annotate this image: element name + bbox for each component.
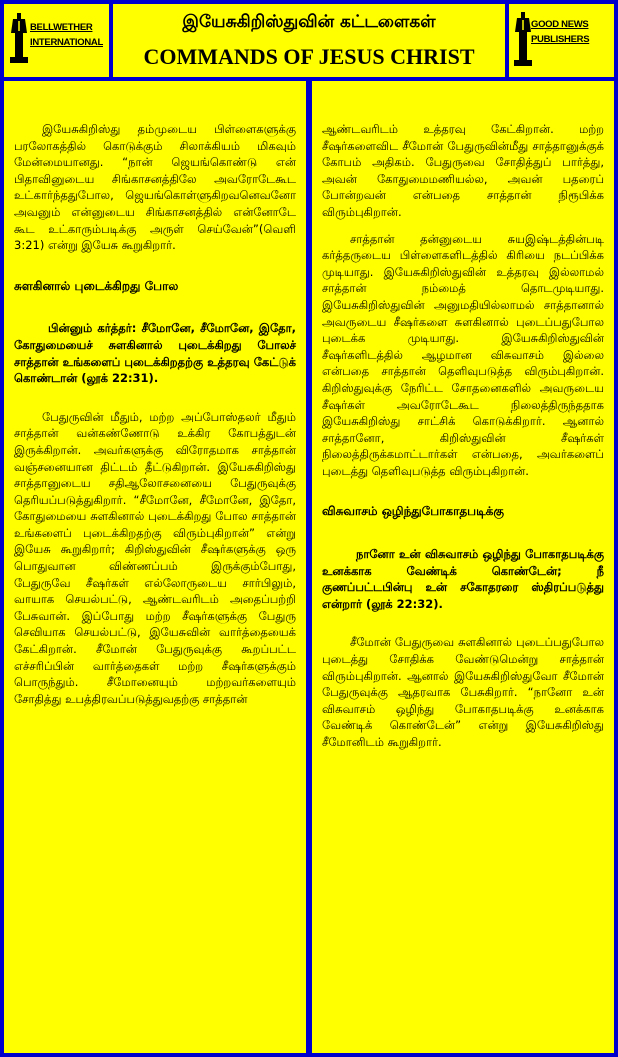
- lamp-icon: [514, 12, 532, 68]
- page-title-english: COMMANDS OF JESUS CHRIST: [143, 44, 475, 69]
- logo-left-text: [30, 20, 103, 50]
- left-scripture-quote: பின்னும் கர்த்தர்: சீமோனே, சீமோனே, இதோ, கோதுமையைச் சுளகினால் புடைக்கிறது போலச் சாத்தான் உங்களைப் புடைக்கிறதற்கு உத்தரவு கேட்டுக் கொண்டான் (லூக் 22:31).: [14, 321, 296, 386]
- right-paragraph-1: ஆண்டவரிடம் உத்தரவு கேட்கிறான். மற்ற சீஷர்களைவிட சீமோன் பேதுருவின்மீது சாத்தானுக்குக் கோபம் அதிகம். பேதுருவை சோதித்துப் பார்த்து, அவன் கோதுமைமணியல்ல, அவன் பதரைப் போன்றவன் என்பதை சாத்தான் நிரூபிக்க விரும்புகிறான்.: [322, 122, 604, 219]
- right-scripture-quote: நானோ உன் விசுவாசம் ஒழிந்து போகாதபடிக்கு உனக்காக வேண்டிக் கொண்டேன்; நீ குணப்பட்டபின்பு உன் சகோதரரை ஸ்திரப்படுத்து என்றார் (லூக் 22:32).: [322, 547, 604, 611]
- left-paragraph-2: பேதுருவின் மீதும், மற்ற அப்போஸ்தலர் மீதும் சாத்தான் வன்கண்ணோடு உக்கிர கோபத்துடன் இருக்கிறான். அவர்களுக்கு விரோதமாக சாத்தான் வஞ்சனையான திட்டம் தீட்டுகிறான். இயேசுகிறிஸ்து சாத்தானுடைய சதிஆலோசனையை பேதுருவுக்கு தெரியப்படுத்துகிறார். “சீமோனே, சீமோனே, இதோ, கோதுமையை சுளகினால் புடைக்கிறது போல சாத்தான் உங்களைப் புடைக்கிறதற்கு விரும்புகிறான்” என்று இயேசு கூறுகிறார்; கிறிஸ்துவின் சீஷர்களுக்கு ஒரு பொதுவான விண்ணப்பம் இருக்கும்போது, பேதுருவே சீஷர்கள் எல்லோருடைய சார்பிலும், வாயாக செயல்பட்டு, ஆண்டவரிடம் அதைப்பற்றி பேசுவான். இப்போது மற்ற சீஷர்களுக்கு பேதுரு செவியாக செயல்பட்டு, இயேசுவின் வார்த்தையைக் கேட்கிறான். சீமோன் பேதுருவுக்கு கூறப்பட்ட எச்சரிப்பின் வார்த்தைகள் மற்ற சீஷர்களுக்கும் பொருந்தும். சீமோனையும் மற்றவர்களையும் சோதித்து உபத்திரவப்படுத்துவதற்கு சாத்தான்: [14, 409, 296, 706]
- logo-left-line1: BELLWETHER: [30, 22, 93, 33]
- left-paragraph-1: இயேசுகிறிஸ்து தம்முடைய பிள்ளைகளுக்கு பரலோகத்தில் கொடுக்கும் சிலாக்கியம் மிகவும் மேன்மையானது. “நான் ஜெயங்கொண்டு என் பிதாவினுடைய சிங்காசனத்திலே அவரோடேகூட உட்கார்ந்ததுபோல, ஜெயங்கொள்ளுகிறவனெவனோ அவனும் என்னுடைய சிங்காசனத்தில் என்னோடே கூட உட்காரும்படிக்கு அருள் செய்வேன்”(வெளி 3:21) என்று இயேசு கூறுகிறார்.: [14, 122, 296, 253]
- logo-bellwether: [4, 4, 109, 77]
- logo-right-line1: GOOD NEWS: [531, 19, 589, 30]
- right-section-heading: விசுவாசம் ஒழிந்துபோகாதபடிக்கு: [322, 504, 504, 519]
- right-column: [312, 81, 614, 1053]
- lamp-icon: [9, 13, 29, 65]
- left-column: [4, 81, 306, 1053]
- right-paragraph-2: சாத்தான் தன்னுடைய சுயஇஷ்டத்தின்படி கர்த்தருடைய பிள்ளைகளிடத்தில் கிரியை நடப்பிக்க முடியாது. இயேசுகிறிஸ்துவின் உத்தரவு இல்லாமல் சாத்தான் நம்மைத் தொடமுடியாது. இயேசுகிறிஸ்துவின் அனுமதியில்லாமல் சாத்தானால் அவருடைய சீஷர்களை சுளகினால் புடைப்பதுபோல புடைக்க முடியாது. இயேசுகிறிஸ்துவின் சீஷர்களிடத்தில் ஆழமான விசுவாசம் இல்லை என்பதை சாத்தான் தெளிவுபடுத்த விரும்புகிறான். கிறிஸ்துவுக்கு நேரிட்ட சோதனைகளில் அவருடைய சீஷர்கள் அவரோடேகூட நிலைத்திருந்ததாக இயேசுகிறிஸ்து சாட்சிக் கொடுக்கிறார். ஆனால் சாத்தானோ, கிறிஸ்துவின் சீஷர்கள் நிலைத்திருக்கமாட்டார்கள் என்பதை, அவர்களைப் புடைத்து தெளிவுபடுத்த விரும்புகிறான்.: [322, 231, 604, 478]
- left-section-heading: சுளகினால் புடைக்கிறது போல: [14, 278, 179, 293]
- logo-right-line2: PUBLISHERS: [531, 34, 590, 45]
- title-banner: [113, 4, 505, 77]
- logo-good-news: [509, 4, 614, 77]
- right-paragraph-3: சீமோன் பேதுருவை சுளகினால் புடைப்பதுபோல புடைத்து சோதிக்க வேண்டுமென்று சாத்தான் விரும்புகிறான். ஆனால் இயேசுகிறிஸ்துவோ சீமோன் பேதுருவுக்கு ஆதரவாக பேசுகிறார். “நானோ உன் விசுவாசம் ஒழிந்து போகாதபடிக்கு உனக்காக வேண்டிக் கொண்டேன்” என்று இயேசுகிறிஸ்து சீமோனிடம் கூறுகிறார்.: [322, 635, 604, 749]
- logo-left-line2: INTERNATIONAL: [30, 37, 103, 48]
- page-title-tamil: இயேசுகிறிஸ்துவின் கட்டளைகள்: [182, 12, 436, 32]
- logo-right-text: [531, 17, 589, 47]
